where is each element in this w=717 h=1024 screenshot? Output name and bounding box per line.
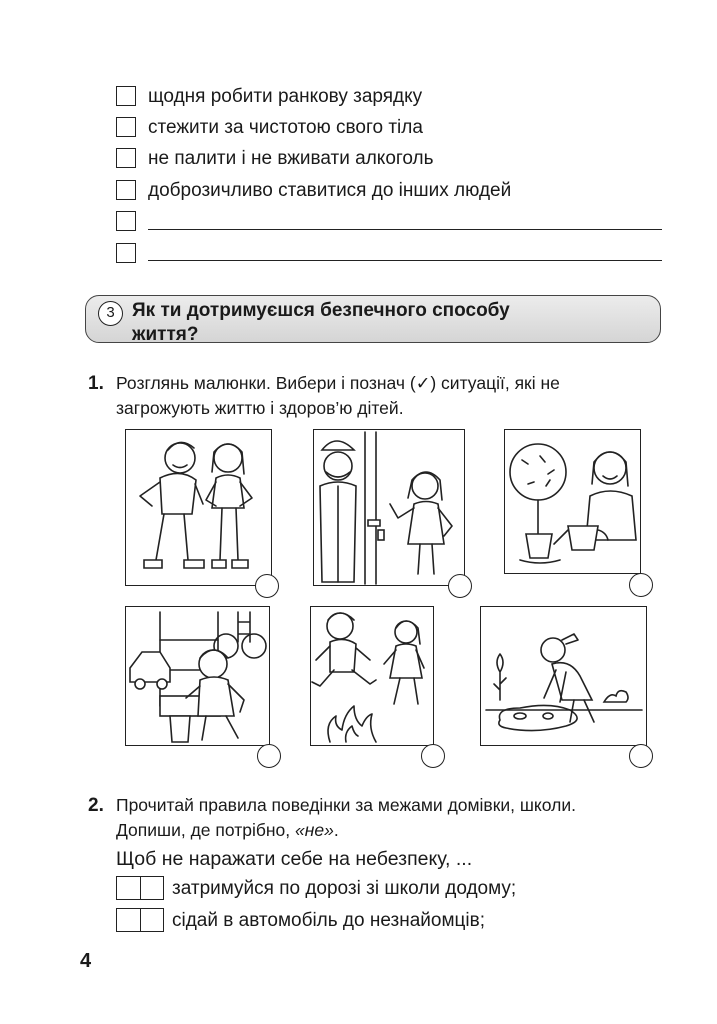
instruction-text: Допиши, де потрібно,	[116, 820, 295, 840]
section-title-line2: життя?	[132, 324, 199, 345]
girl-playing-in-puddle-illustration	[486, 634, 642, 731]
section-title-line1: Як ти дотримуєшся безпечного способу	[132, 300, 510, 321]
children-jumping-fire-illustration	[312, 613, 424, 742]
boy-on-road-illustration	[130, 612, 266, 742]
answer-circle[interactable]	[629, 744, 653, 768]
checklist-item-label: не палити і не вживати алкоголь	[148, 148, 434, 169]
answer-circle[interactable]	[629, 573, 653, 597]
answer-box[interactable]	[116, 908, 164, 932]
rule-text: затримуйся по дорозі зі школи додому;	[172, 878, 517, 899]
answer-circle[interactable]	[421, 744, 445, 768]
answer-circle[interactable]	[257, 744, 281, 768]
task-instruction-line2	[116, 818, 676, 843]
emphasis-word: «не»	[294, 820, 334, 840]
answer-circle[interactable]	[448, 574, 472, 598]
task-instruction-line1: Прочитай правила поведінки за межами домівки, школи.	[116, 795, 576, 815]
children-arguing-illustration	[140, 442, 252, 568]
instruction-text: .	[333, 820, 339, 840]
rules-lead: Щоб не наражати себе на небезпеку, ...	[116, 848, 473, 870]
task-number: 1.	[88, 373, 104, 394]
task-instruction	[116, 793, 676, 843]
checklist-item-label: стежити за чистотою свого тіла	[148, 117, 423, 138]
girl-watering-plant-illustration	[510, 444, 636, 563]
answer-circle[interactable]	[255, 574, 279, 598]
checklist-item-label: доброзичливо ставитися до інших людей	[148, 180, 512, 201]
task-instruction-line2: загрожують життю і здоров’ю дітей.	[116, 398, 404, 418]
task-instruction-line1: Розглянь малюнки. Вибери і познач (✓) ситуації, які не	[116, 373, 560, 393]
task-number: 2.	[88, 795, 104, 816]
checklist-item-label: щодня робити ранкову зарядку	[148, 86, 423, 107]
answer-box[interactable]	[116, 876, 164, 900]
stranger-at-door-illustration	[320, 432, 452, 584]
rule-text: сідай в автомобіль до незнайомців;	[172, 910, 485, 931]
section-number: 3	[98, 301, 123, 326]
page-number: 4	[80, 950, 92, 972]
